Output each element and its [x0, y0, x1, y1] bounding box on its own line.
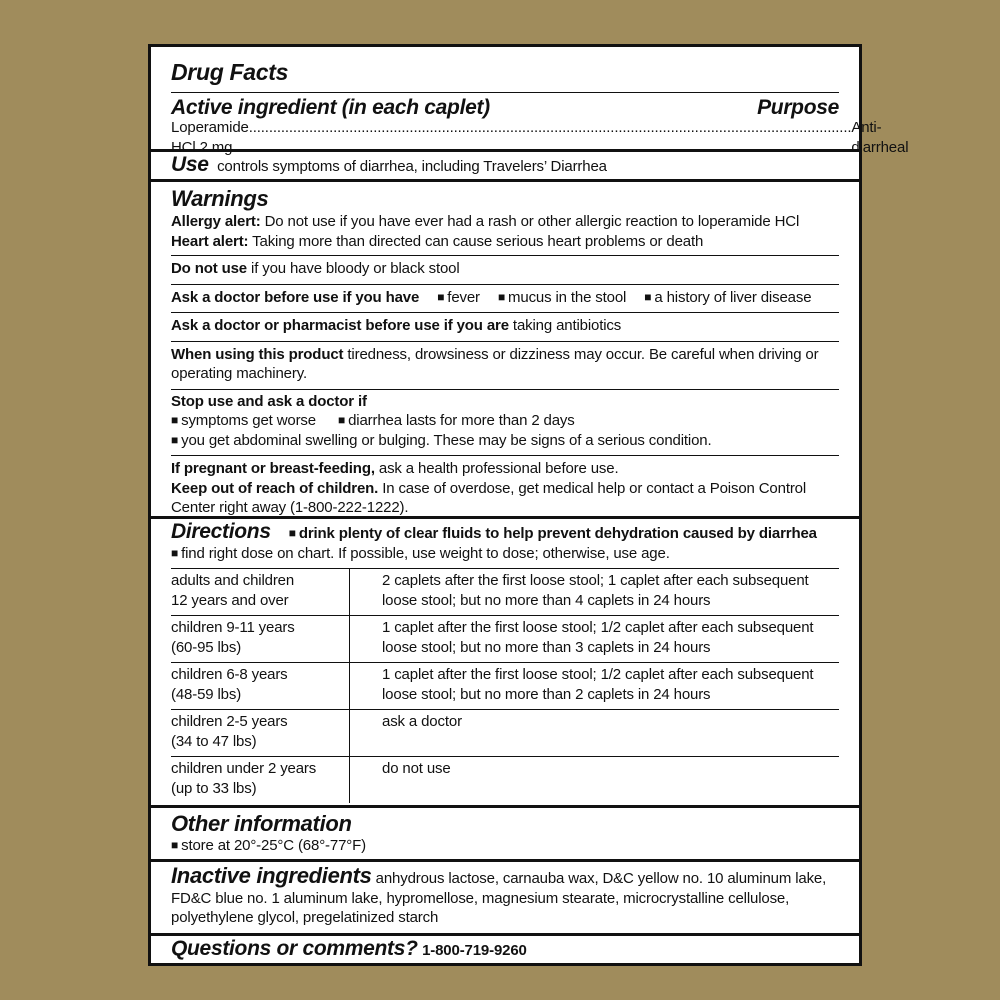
allergy-alert: Allergy alert: Do not use if you have ever had a rash or other allergic reaction to loperamide HCl — [171, 213, 800, 230]
dosage-row — [171, 710, 839, 757]
directions-bullet-1: Directions ■ drink plenty of clear fluids to help prevent dehydration caused by diarrhea — [171, 520, 817, 543]
use-text: controls symptoms of diarrhea, including Travelers’ Diarrhea — [217, 158, 607, 175]
other-info-header: Other information — [171, 811, 352, 836]
bullet-icon: ■ — [171, 545, 179, 560]
stop-use-item: ■ you get abdominal swelling or bulging. These may be signs of a serious condition. — [171, 431, 712, 449]
dose-cell: ask a doctor — [350, 710, 840, 757]
divider — [171, 92, 839, 93]
use-section — [151, 152, 859, 182]
drug-facts-title: Drug Facts — [171, 59, 289, 85]
inactive-section — [151, 862, 859, 936]
questions-section — [151, 936, 859, 969]
bullet-icon: ■ — [171, 432, 179, 447]
divider — [171, 255, 839, 279]
age-cell: children 2-5 years (34 to 47 lbs) — [171, 710, 350, 757]
divider — [171, 389, 839, 451]
divider — [171, 284, 839, 308]
do-not-use: Do not use if you have bloody or black stool — [171, 260, 460, 277]
age-cell: children under 2 years (up to 33 lbs) — [171, 757, 350, 804]
bullet-icon: ■ — [437, 289, 445, 304]
age-cell: children 6-8 years (48-59 lbs) — [171, 663, 350, 710]
questions-header: Questions or comments? — [171, 937, 418, 960]
inactive-text: anhydrous lactose, carnauba wax, D&C yellow no. 10 aluminum lake, FD&C blue no. 1 aluminum lake, hypromellose, magnesium stearate, microcrystalline cellulose, polyethylene glycol, pregelatinized starch — [171, 870, 827, 926]
dose-cell: 2 caplets after the first loose stool; 1 caplet after each subsequent loose stool; but no more than 4 caplets in 24 hours — [350, 569, 840, 616]
inactive-header: Inactive ingredients — [171, 863, 372, 888]
ask-doctor: Ask a doctor before use if you have ■ fever ■ mucus in the stool ■ a history of liver disease — [171, 288, 812, 306]
stop-use-header: Stop use and ask a doctor if — [171, 392, 367, 410]
dose-cell: 1 caplet after the first loose stool; 1/2 caplet after each subsequent loose stool; but no more than 3 caplets in 24 hours — [350, 616, 840, 663]
age-cell: adults and children 12 years and over — [171, 569, 350, 616]
bullet-icon: ■ — [644, 289, 652, 304]
divider — [171, 312, 839, 336]
warnings-header: Warnings — [171, 186, 269, 211]
drug-facts-panel — [148, 44, 909, 966]
heart-alert: Heart alert: Taking more than directed can cause serious heart problems or death — [171, 232, 704, 250]
active-ingredient-name: Loperamide HCl 2 mg — [171, 119, 249, 156]
dosage-row — [171, 663, 839, 710]
active-ingredient-header: Active ingredient (in each caplet) — [171, 96, 490, 119]
leader-dots: ...................................................................................................................................................... — [248, 119, 852, 136]
dosage-row — [171, 757, 839, 804]
dosage-table — [171, 568, 839, 803]
warnings-section — [151, 182, 859, 519]
phone-number: 1-800-719-9260 — [422, 942, 527, 959]
dosage-row — [171, 569, 839, 616]
other-info-section — [151, 808, 859, 862]
purpose-value: Anti-diarrheal — [851, 119, 909, 156]
keep-out-of-reach: Keep out of reach of children. In case of overdose, get medical help or contact a Poison Control Center right away (1-800-222-1222). — [171, 479, 807, 516]
bullet-icon: ■ — [171, 838, 179, 852]
divider — [171, 341, 839, 384]
bullet-icon: ■ — [337, 413, 346, 427]
age-cell: children 9-11 years (60-95 lbs) — [171, 616, 350, 663]
dose-cell: do not use — [350, 757, 840, 804]
stop-use-items: ■ symptoms get worse ■ diarrhea lasts for more than 2 days — [171, 412, 575, 429]
directions-section — [151, 519, 859, 808]
dosage-row — [171, 616, 839, 663]
when-using: When using this product tiredness, drowsiness or dizziness may occur. Be careful when driving or operating machinery. — [171, 345, 819, 382]
divider — [171, 455, 839, 518]
bullet-icon: ■ — [288, 526, 296, 540]
bullet-icon: ■ — [497, 289, 506, 304]
active-ingredient-section — [151, 47, 909, 156]
directions-bullet-2: ■ find right dose on chart. If possible, use weight to dose; otherwise, use age. — [171, 544, 670, 562]
pregnant-warning: If pregnant or breast-feeding, ask a health professional before use. — [171, 460, 619, 477]
dose-cell: 1 caplet after the first loose stool; 1/2 caplet after each subsequent loose stool; but no more than 2 caplets in 24 hours — [350, 663, 840, 710]
storage-item: ■ store at 20°-25°C (68°-77°F) — [171, 837, 366, 854]
directions-header: Directions — [171, 520, 271, 543]
bullet-icon: ■ — [171, 413, 179, 427]
ask-pharmacist: Ask a doctor or pharmacist before use if you are taking antibiotics — [171, 317, 622, 334]
use-header: Use — [171, 153, 209, 176]
purpose-header: Purpose — [757, 96, 839, 119]
